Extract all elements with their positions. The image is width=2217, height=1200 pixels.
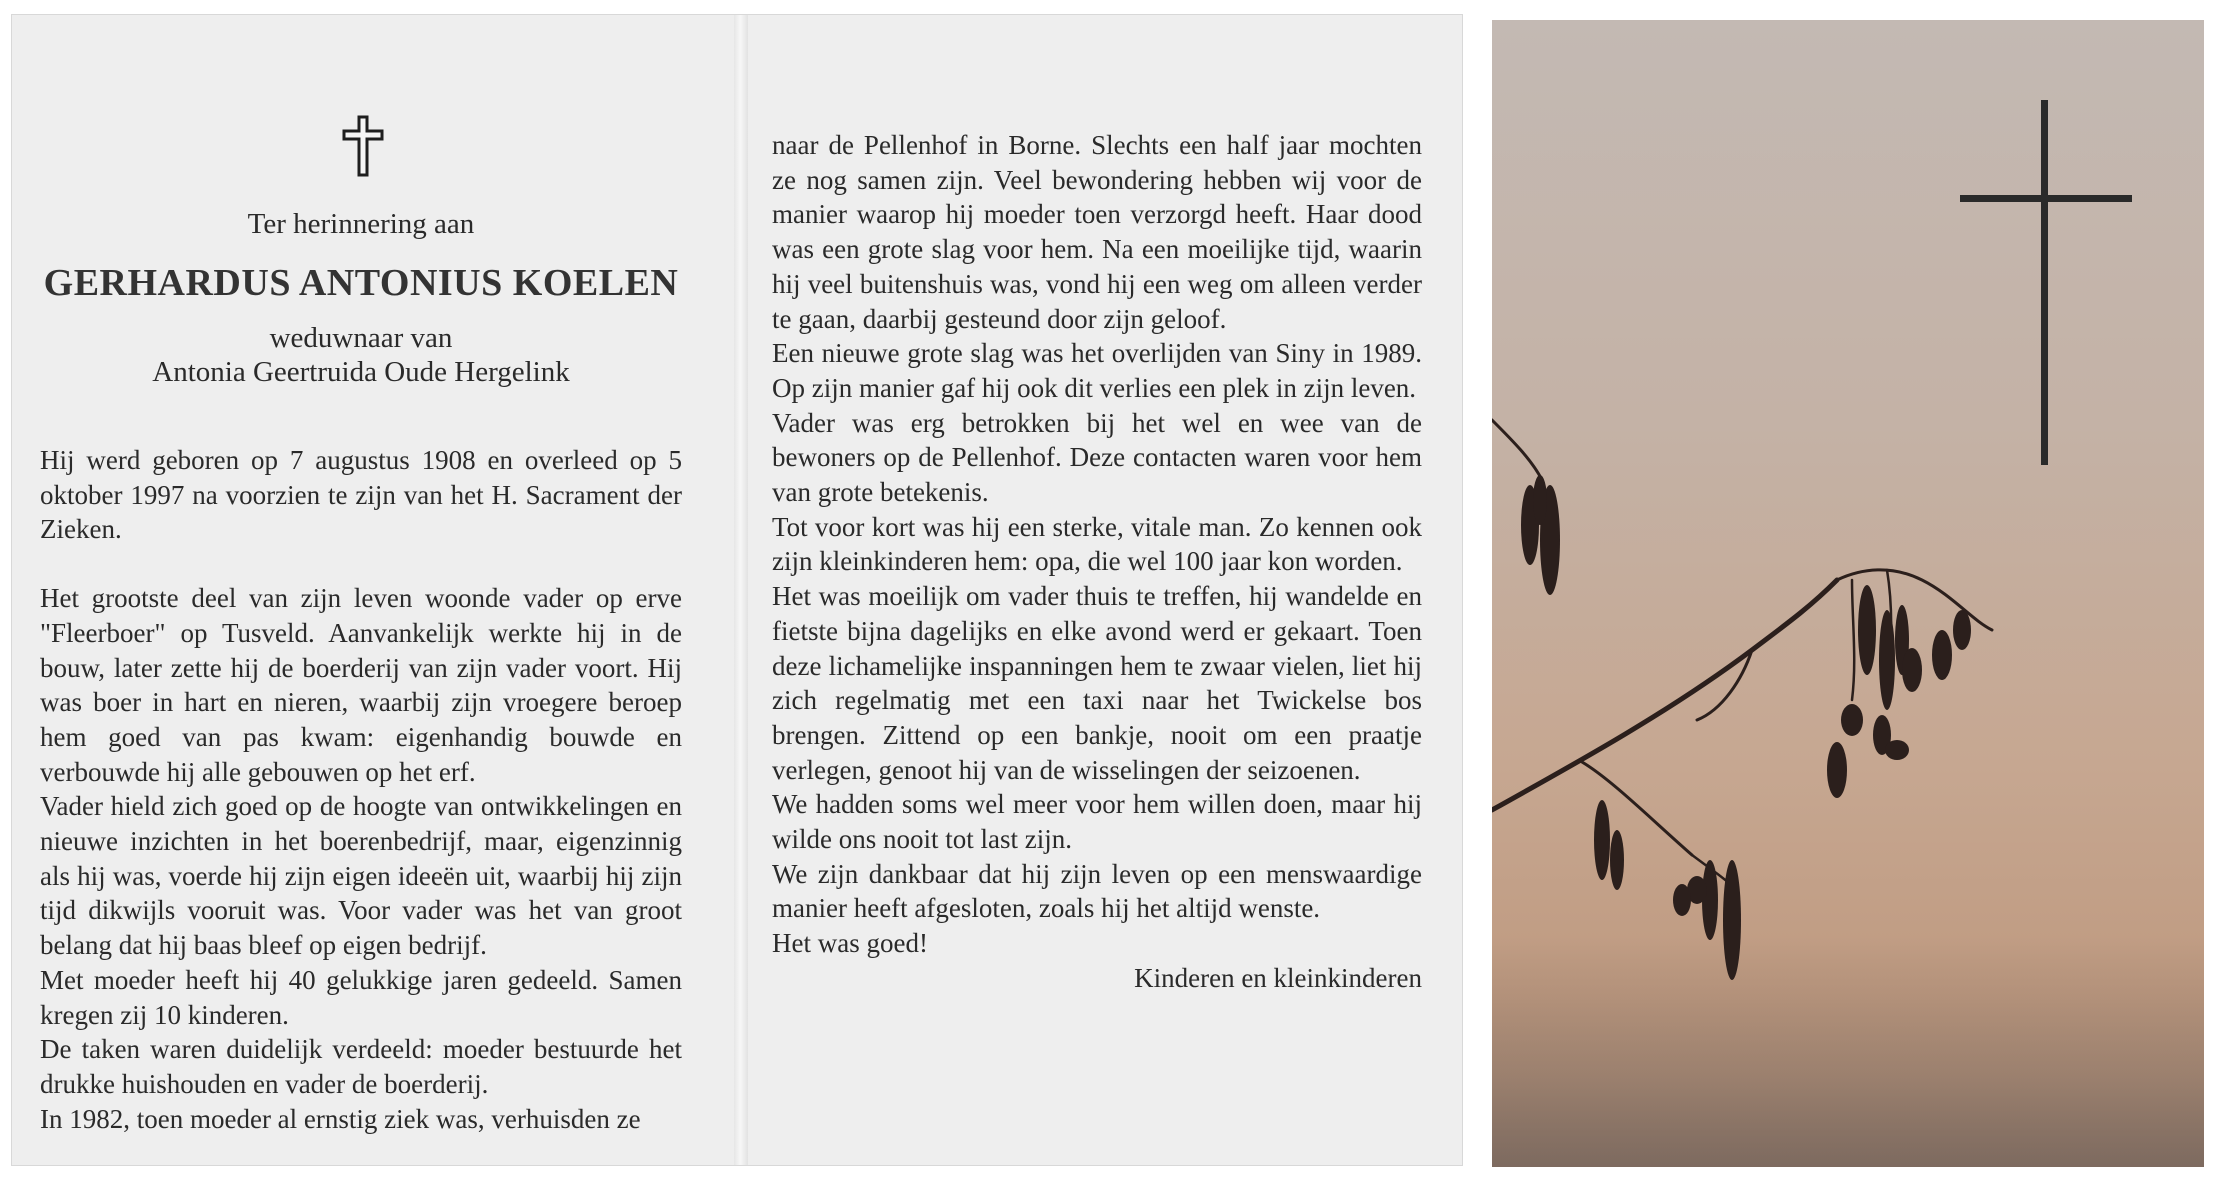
paragraph: In 1982, toen moeder al ernstig ziek was, verhuisden ze (40, 1103, 641, 1134)
paragraph: Met moeder heeft hij 40 gelukkige jaren gedeeld. Samen kregen zij 10 kinderen. (40, 964, 682, 1030)
paragraph: Hij werd geboren op 7 augustus 1908 en overleed op 5 oktober 1997 na voorzien te zijn van het H. Sacrament der Zieken. (40, 445, 682, 545)
memorial-card (12, 15, 1462, 1165)
cross-icon (1960, 100, 2132, 465)
paragraph: Vader hield zich goed op de hoogte van ontwikkelingen en nieuwe inzichten in het boerenbedrijf, maar, eigenzinnig als hij was, voerde hij zijn eigen ideeën uit, waarbij hij zijn tijd dikwijls vooruit was. Voor vader was het van groot belang dat hij baas bleef op eigen bedrijf. (40, 791, 682, 961)
left-panel (40, 15, 682, 1165)
paragraph: Het was moeilijk om vader thuis te treffen, hij wandelde en fietste bijna dagelijks en elke avond werd er gekaart. Toen deze lichamelijke inspanningen hem te zwaar vielen, liet hij zich regelmatig met een taxi naar het Twickelse bos brengen. Zittend op een bankje, nooit om een praatje verlegen, genoot hij van de wisselingen der seizoenen. (772, 581, 1422, 785)
cross-icon (340, 115, 386, 177)
branch-photo (1492, 20, 2204, 1167)
paragraph: Tot voor kort was hij een sterke, vitale man. Zo kennen ook zijn kleinkinderen hem: opa, die wel 100 jaar kon worden. (772, 511, 1422, 577)
paragraph: Het grootste deel van zijn leven woonde vader op erve "Fleerboer" op Tusveld. Aanvankelijk werkte hij in de bouw, later zette hij de boerderij van zijn vader voort. Hij was boer in hart en nieren, waarbij zijn vroegere beroep hem goed van pas kwam: eigenhandig bouwde en verbouwde hij alle gebouwen op het erf. (40, 583, 682, 787)
signature: Kinderen en kleinkinderen (1134, 962, 1422, 993)
paragraph: We zijn dankbaar dat hij zijn leven op een menswaardige manier heeft afgesloten, zoals hij het altijd wenste. (772, 858, 1422, 924)
paragraph: We hadden soms wel meer voor hem willen doen, maar hij wilde ons nooit tot last zijn. (772, 789, 1422, 855)
paragraph: Een nieuwe grote slag was het overlijden van Siny in 1989. Op zijn manier gaf hij ook dit verlies een plek in zijn leven. (772, 338, 1422, 403)
middle-panel (772, 15, 1422, 1165)
middle-body-text (772, 128, 1422, 996)
memorial-header: Ter herinnering aan (247, 208, 475, 240)
branch-silhouette (1492, 20, 2204, 1167)
paragraph: Vader was erg betrokken bij het wel en wee van de bewoners op de Pellenhof. Deze contacten waren voor hem van grote betekenis. (772, 407, 1422, 508)
spouse-name: Antonia Geertruida Oude Hergelink (152, 356, 570, 388)
left-body-text (40, 443, 682, 1136)
card-fold (734, 15, 748, 1165)
widow-of-label: weduwnaar van (269, 322, 453, 354)
paragraph: naar de Pellenhof in Borne. Slechts een half jaar mochten ze nog samen zijn. Veel bewondering hebben wij voor de manier waarop hij moeder toen verzorgd heeft. Haar dood was een grote slag voor hem. Na een moeilijke tijd, waarin hij veel buitenshuis was, vond hij een weg om alleen verder te gaan, daarbij gesteund door zijn geloof. (772, 130, 1422, 334)
paragraph: De taken waren duidelijk verdeeld: moeder bestuurde het drukke huishouden en vader de boerderij. (40, 1034, 682, 1099)
deceased-name: GERHARDUS ANTONIUS KOELEN (43, 262, 679, 304)
paragraph: Het was goed! (772, 928, 928, 959)
